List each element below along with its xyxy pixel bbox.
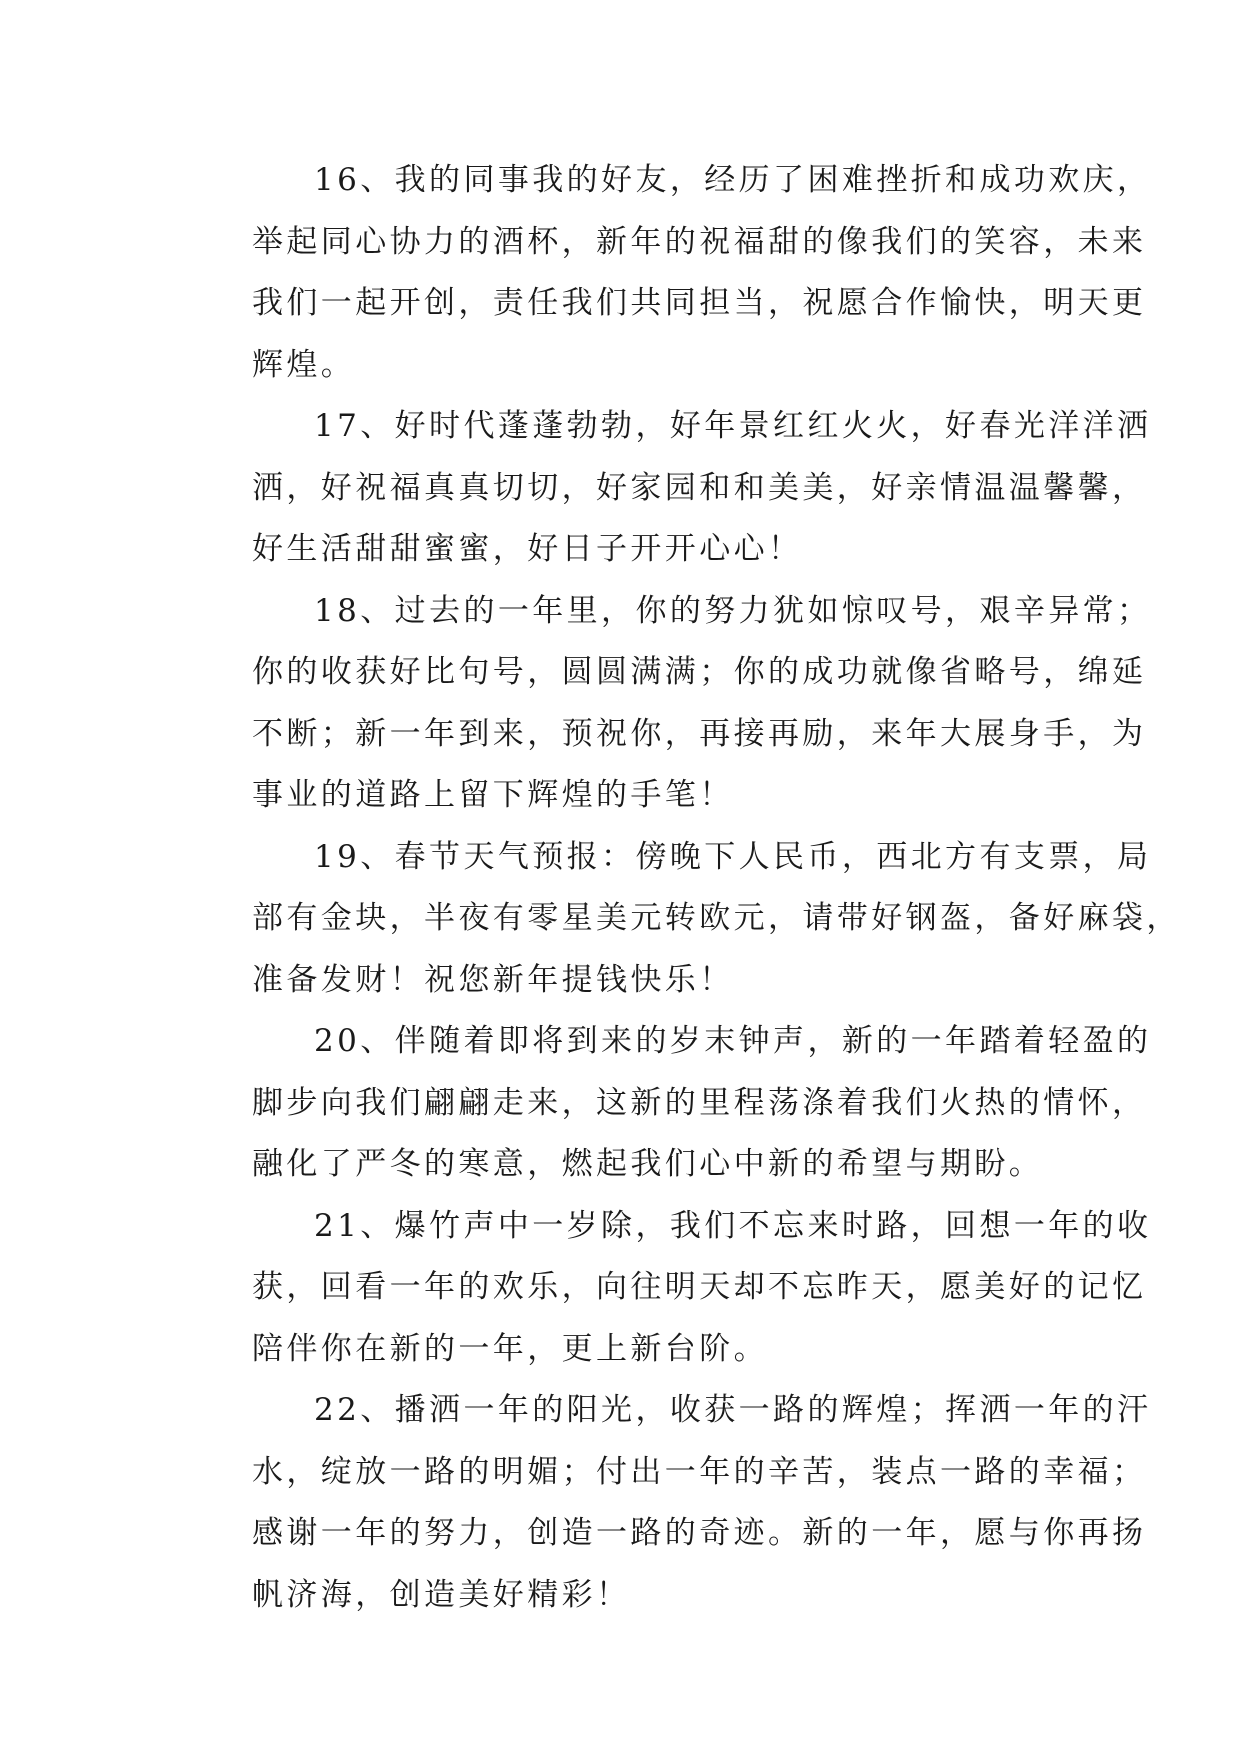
paragraph-line: 辉煌。 bbox=[252, 346, 356, 383]
paragraph-line: 部有金块，半夜有零星美元转欧元，请带好钢盔，备好麻袋， bbox=[252, 900, 1181, 936]
paragraph-line: 20、伴随着即将到来的岁末钟声，新的一年踏着轻盈的 bbox=[314, 1023, 1152, 1059]
paragraph-line: 准备发财！祝您新年提钱快乐！ bbox=[252, 961, 734, 998]
paragraph-line: 16、我的同事我的好友，经历了困难挫折和成功欢庆， bbox=[314, 162, 1152, 198]
paragraph-line: 21、爆竹声中一岁除，我们不忘来时路，回想一年的收 bbox=[314, 1207, 1152, 1244]
paragraph-line: 水，绽放一路的明媚；付出一年的辛苦，装点一路的幸福； bbox=[252, 1453, 1147, 1490]
paragraph-18 bbox=[190, 581, 1152, 827]
paragraph-line: 帆济海，创造美好精彩！ bbox=[252, 1576, 631, 1613]
paragraph-line: 我们一起开创，责任我们共同担当，祝愿合作愉快，明天更 bbox=[252, 285, 1147, 321]
paragraph-22 bbox=[190, 1380, 1152, 1626]
paragraph-line: 感谢一年的努力，创造一路的奇迹。新的一年，愿与你再扬 bbox=[252, 1515, 1147, 1551]
paragraph-line: 获，回看一年的欢乐，向往明天却不忘昨天，愿美好的记忆 bbox=[252, 1269, 1147, 1305]
paragraph-line: 陪伴你在新的一年，更上新台阶。 bbox=[252, 1330, 768, 1367]
paragraph-line: 事业的道路上留下辉煌的手笔！ bbox=[252, 777, 734, 813]
paragraph-19 bbox=[190, 827, 1181, 1012]
paragraph-line: 洒，好祝福真真切切，好家园和和美美，好亲情温温馨馨， bbox=[252, 469, 1147, 506]
paragraph-line: 举起同心协力的酒杯，新年的祝福甜的像我们的笑容，未来 bbox=[252, 223, 1147, 260]
paragraph-20 bbox=[190, 1011, 1152, 1196]
document-page bbox=[190, 150, 1181, 1626]
paragraph-17 bbox=[190, 396, 1152, 581]
paragraph-line: 脚步向我们翩翩走来，这新的里程荡涤着我们火热的情怀， bbox=[252, 1084, 1147, 1121]
paragraph-line: 好生活甜甜蜜蜜，好日子开开心心！ bbox=[252, 531, 803, 567]
paragraph-16 bbox=[190, 150, 1152, 396]
paragraph-line: 19、春节天气预报：傍晚下人民币，西北方有支票，局 bbox=[314, 838, 1152, 875]
paragraph-21 bbox=[190, 1196, 1152, 1381]
paragraph-line: 你的收获好比句号，圆圆满满；你的成功就像省略号，绵延 bbox=[252, 654, 1147, 690]
paragraph-line: 22、播洒一年的阳光，收获一路的辉煌；挥洒一年的汗 bbox=[314, 1392, 1152, 1428]
paragraph-line: 融化了严冬的寒意，燃起我们心中新的希望与期盼。 bbox=[252, 1146, 1044, 1182]
paragraph-line: 不断；新一年到来，预祝你，再接再励，来年大展身手，为 bbox=[252, 715, 1147, 752]
paragraph-line: 18、过去的一年里，你的努力犹如惊叹号，艰辛异常； bbox=[314, 592, 1152, 629]
paragraph-line: 17、好时代蓬蓬勃勃，好年景红红火火，好春光洋洋洒 bbox=[314, 408, 1152, 444]
